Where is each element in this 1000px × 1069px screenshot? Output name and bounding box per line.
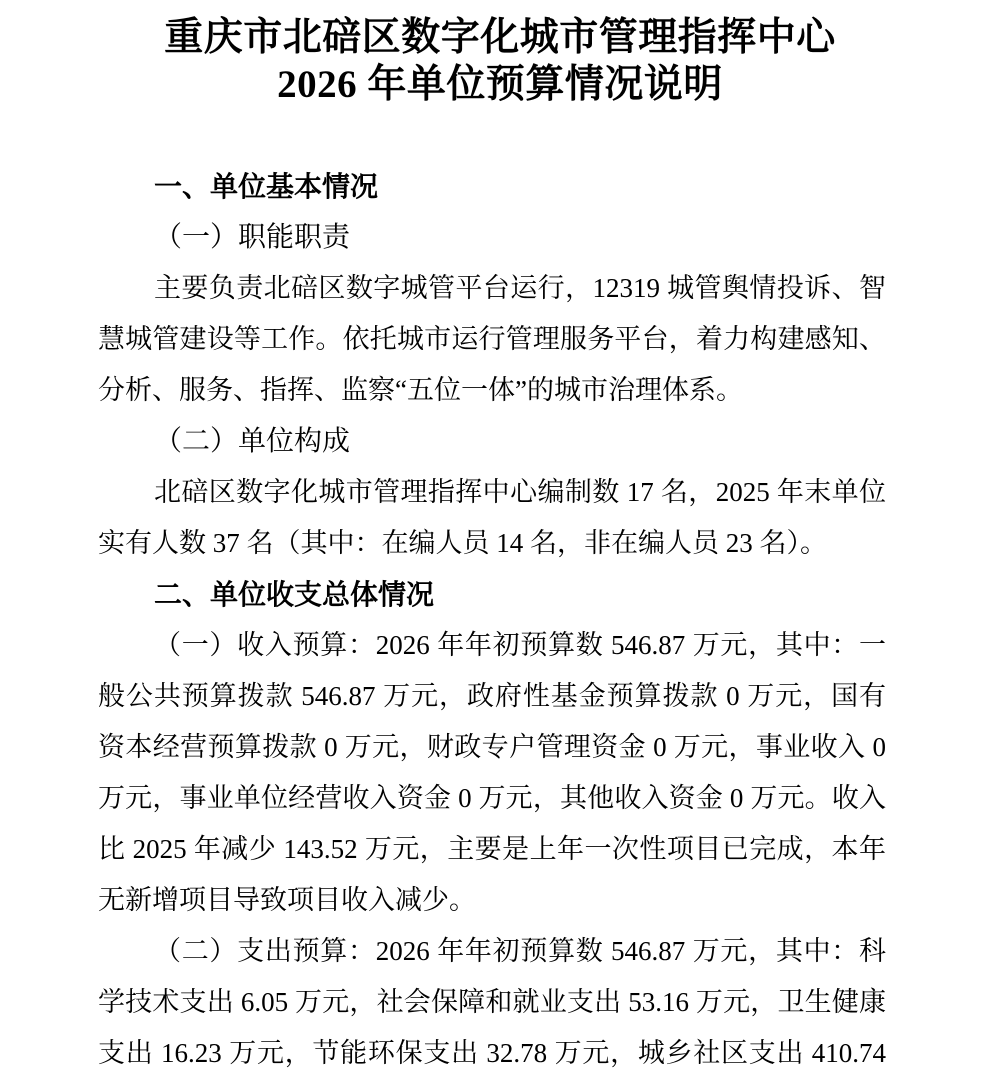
paragraph-line: （一）收入预算：2026 年年初预算数 546.87 万元，其中：一 (154, 630, 886, 660)
section-subheading: （一）职能职责 (154, 222, 351, 253)
document-body (98, 161, 886, 1069)
paragraph-line: （二）支出预算：2026 年年初预算数 546.87 万元，其中：科 (154, 936, 886, 966)
paragraph-line: 万元，事业单位经营收入资金 0 万元，其他收入资金 0 万元。收入 (98, 783, 886, 813)
paragraph-line: 主要负责北碚区数字城管平台运行，12319 城管舆情投诉、智 (154, 273, 886, 303)
paragraph-line: 慧城管建设等工作。依托城市运行管理服务平台，着力构建感知、 (98, 324, 886, 354)
section-heading: 二、单位收支总体情况 (154, 579, 435, 610)
paragraph-line: 北碚区数字化城市管理指挥中心编制数 17 名，2025 年末单位 (154, 477, 886, 507)
section-subheading: （二）单位构成 (154, 426, 351, 457)
paragraph-line: 无新增项目导致项目收入减少。 (98, 885, 476, 915)
document-title-line-1: 重庆市北碚区数字化城市管理指挥中心 (164, 16, 836, 59)
paragraph-line: 般公共预算拨款 546.87 万元，政府性基金预算拨款 0 万元，国有 (98, 681, 886, 711)
paragraph-line: 资本经营预算拨款 0 万元，财政专户管理资金 0 万元，事业收入 0 (98, 732, 886, 762)
paragraph-line: 支出 16.23 万元，节能环保支出 32.78 万元，城乡社区支出 410.74 (98, 1038, 886, 1068)
paragraph-line: 分析、服务、指挥、监察“五位一体”的城市治理体系。 (98, 375, 743, 405)
paragraph-line: 比 2025 年减少 143.52 万元，主要是上年一次性项目已完成，本年 (98, 834, 886, 864)
paragraph-line: 学技术支出 6.05 万元，社会保障和就业支出 53.16 万元，卫生健康 (98, 987, 886, 1017)
document-title (0, 14, 1000, 108)
document-title-line-2: 2026 年单位预算情况说明 (277, 63, 723, 106)
paragraph-line: 实有人数 37 名（其中：在编人员 14 名，非在编人员 23 名）。 (98, 528, 827, 558)
section-heading: 一、单位基本情况 (154, 171, 379, 202)
